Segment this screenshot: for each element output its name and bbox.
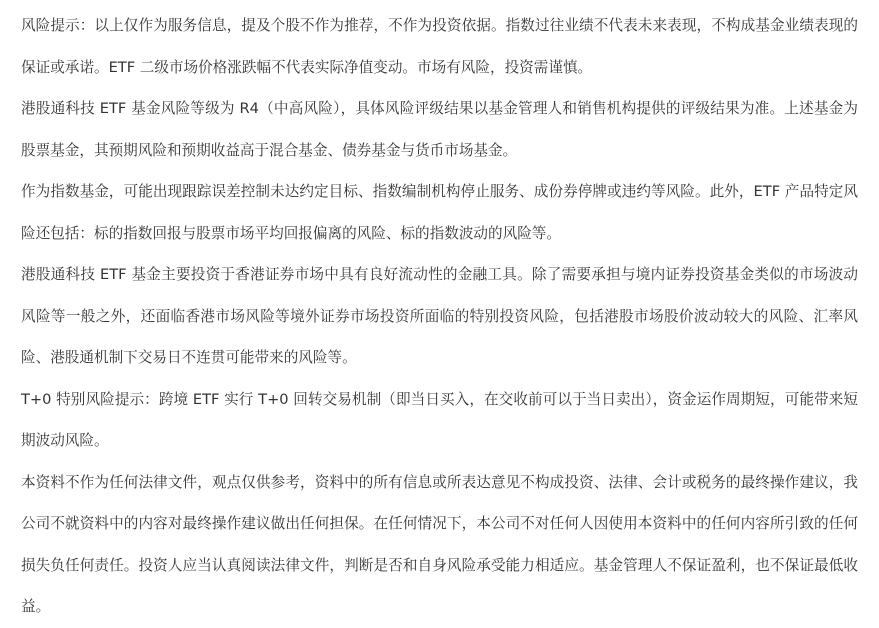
index-fund-risk-paragraph: 作为指数基金，可能出现跟踪误差控制未达约定目标、指数编制机构停止服务、成份券停牌或违约等风险。此外，ETF 产品特定风险还包括：标的指数回报与股票市场平均回报偏离的风险、标的指数波动的风险等。 [21,183,858,242]
t0-risk-paragraph: T+0 特别风险提示：跨境 ETF 实行 T+0 回转交易机制（即当日买入，在交收前可以于当日卖出），资金运作周期短，可能带来短期波动风险。 [21,390,858,449]
risk-warning-paragraph: 风险提示：以上仅作为服务信息，提及个股不作为推荐，不作为投资依据。指数过往业绩不代表未来表现，不构成基金业绩表现的保证或承诺。ETF 二级市场价格涨跌幅不代表实际净值变动。市场有风险，投资需谨慎。 [21,17,858,76]
legal-disclaimer-paragraph: 本资料不作为任何法律文件，观点仅供参考，资料中的所有信息或所表达意见不构成投资、法律、会计或税务的最终操作建议，我公司不就资料中的内容对最终操作建议做出任何担保。在任何情况下，本公司不对任何人因使用本资料中的任何内容所引致的任何损失负任何责任。投资人应当认真阅读法律文件，判断是否和自身风险承受能力相适应。基金管理人不保证盈利，也不保证最低收益。 [21,473,858,615]
fund-risk-level-paragraph: 港股通科技 ETF 基金风险等级为 R4（中高风险），具体风险评级结果以基金管理人和销售机构提供的评级结果为准。上述基金为股票基金，其预期风险和预期收益高于混合基金、债券基金与货币市场基金。 [21,100,858,159]
hk-market-risk-paragraph: 港股通科技 ETF 基金主要投资于香港证券市场中具有良好流动性的金融工具。除了需要承担与境内证券投资基金类似的市场波动风险等一般之外，还面临香港市场风险等境外证券市场投资所面临的特别投资风险，包括港股市场股价波动较大的风险、汇率风险、港股通机制下交易日不连贯可能带来的风险等。 [21,266,858,366]
